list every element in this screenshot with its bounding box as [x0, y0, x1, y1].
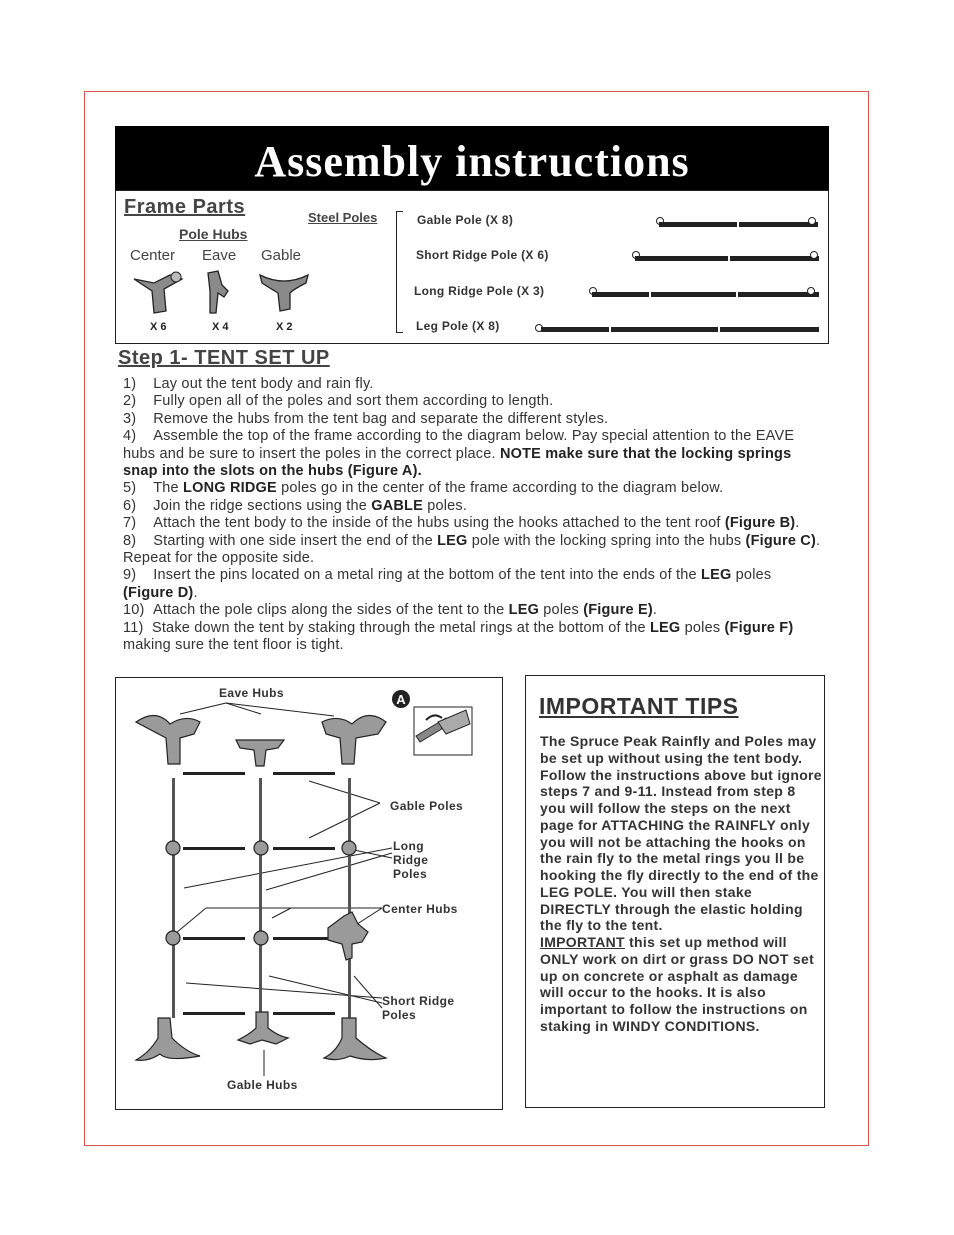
hub-name-center: Center: [130, 247, 176, 264]
step-item-4: 4) Assemble the top of the frame according to the diagram below. Pay special attention to the EAVE hubs and be sure to insert the poles in the correct place. NOTE make sure that the locking springs snap into the slots on the hubs (Figure A).: [123, 428, 795, 480]
step-item-10: 10) Attach the pole clips along the sides of the tent to the LEG poles (Figure E).: [123, 602, 658, 619]
step-item-2: 2) Fully open all of the poles and sort them according to length.: [123, 393, 554, 410]
gable-pole-graphic: [656, 222, 818, 227]
figure-a-marker-text: A: [396, 692, 406, 707]
tips-paragraph-2: IMPORTANT this set up method will ONLY work on dirt or grass DO NOT set up on concrete or asphalt as damage will occur to the hooks. It is also important to follow the instructions on staking in WINDY CONDITIONS.: [540, 934, 815, 1034]
eave-hubs-label: Eave Hubs: [219, 686, 284, 700]
short-ridge-pole-graphic: [632, 256, 819, 261]
hub-qty-center: X 6: [150, 321, 167, 333]
step-item-8: 8) Starting with one side insert the end of the LEG pole with the locking spring into the hubs (Figure C). Repeat for the opposite side.: [123, 532, 821, 567]
frame-diagram: [115, 677, 503, 1110]
important-word: IMPORTANT: [540, 934, 625, 950]
hub-name-eave: Eave: [202, 247, 237, 264]
tips-paragraph-1: The Spruce Peak Rainfly and Poles may be set up without using the tent body. Follow the instructions above but ignore steps 7 and 9-11. Instead from step 8 you will follow the steps on the next page for ATTACHING the RAINFLY only you will not be attaching the hooks on the rain fly to the metal rings you ll be hooking the fly directly to the end of the LEG POLE. You will then stake DIRECTLY through the elastic holding the fly to the tent.: [540, 733, 822, 934]
step-item-6: 6) Join the ridge sections using the GABLE poles.: [123, 497, 468, 514]
step-item-7: 7) Attach the tent body to the inside of the hubs using the hooks attached to the tent roof (Figure B).: [123, 515, 800, 532]
important-tips-title: IMPORTANT TIPS: [539, 693, 739, 719]
long-ridge-pole-label: Long Ridge Pole (X 3): [414, 284, 545, 298]
short-ridge-poles-label: Short Ridge Poles: [382, 994, 455, 1022]
short-ridge-pole-label: Short Ridge Pole (X 6): [416, 248, 549, 262]
gable-hub-icon: [258, 269, 312, 317]
step-item-1: 1) Lay out the tent body and rain fly.: [123, 376, 374, 392]
leg-pole-label: Leg Pole (X 8): [416, 319, 500, 333]
gable-poles-label: Gable Poles: [390, 799, 464, 813]
important-tips-panel: [525, 675, 825, 1108]
steel-poles-title: Steel Poles: [308, 210, 378, 225]
center-hubs-label: Center Hubs: [382, 902, 458, 916]
step1-title: Step 1- TENT SET UP: [118, 347, 330, 369]
pole-hubs-title: Pole Hubs: [179, 226, 248, 242]
frame-diagram-drawing: [116, 678, 502, 1109]
center-hub-icon: [130, 269, 188, 317]
hub-qty-eave: X 4: [212, 321, 229, 333]
step-item-3: 3) Remove the hubs from the tent bag and separate the different styles.: [123, 410, 609, 427]
hub-qty-gable: X 2: [276, 321, 293, 333]
long-ridge-poles-label: Long Ridge Poles: [393, 839, 429, 881]
important-tips-body: [540, 733, 824, 1035]
long-ridge-pole-graphic: [589, 292, 819, 297]
page-title: Assembly instructions: [115, 126, 829, 190]
step-item-9: 9) Insert the pins located on a metal ring at the bottom of the tent into the ends of the LEG poles (Figure D).: [123, 567, 772, 601]
frame-parts-panel: [115, 190, 829, 344]
frame-parts-title: Frame Parts: [124, 196, 246, 218]
step-item-5: 5) The LONG RIDGE poles go in the center of the frame according to the diagram below.: [123, 480, 724, 497]
gable-pole-label: Gable Pole (X 8): [417, 213, 514, 227]
eave-hub-icon: [202, 269, 232, 317]
step-item-11: 11) Stake down the tent by staking through the metal rings at the bottom of the LEG poles (Figure F) making sure the tent floor is tight.: [123, 619, 794, 654]
gable-hubs-label: Gable Hubs: [227, 1078, 298, 1092]
poles-bracket: [396, 211, 403, 333]
leg-pole-graphic: [535, 327, 819, 332]
step1-instructions: [123, 376, 823, 655]
hub-name-gable: Gable: [261, 247, 302, 264]
